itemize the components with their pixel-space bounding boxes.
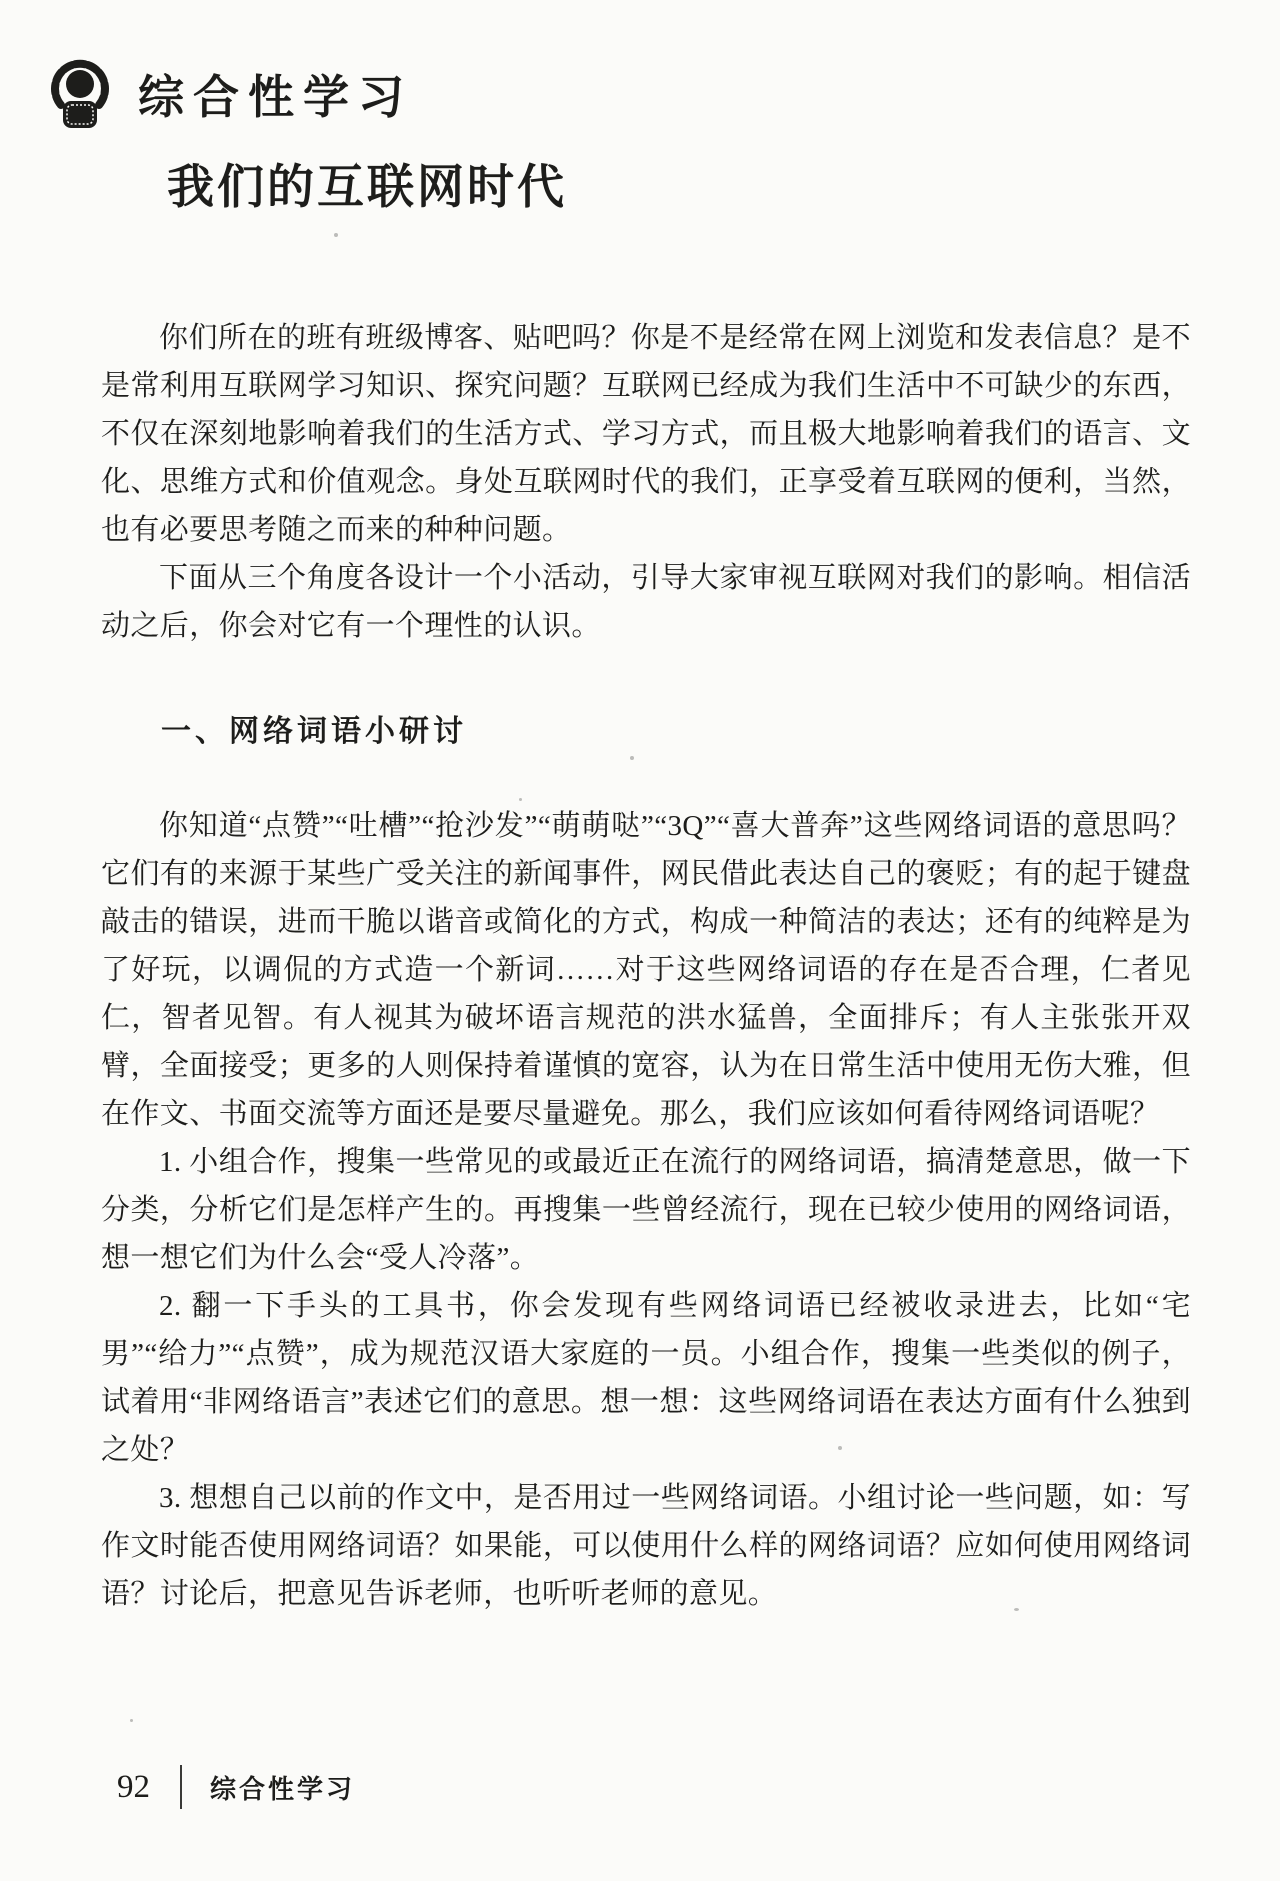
seal-icon [48,58,112,130]
page-footer [117,1763,355,1811]
page-body [101,314,1191,1618]
page-number: 92 [117,1769,150,1805]
footer-section-label: 综合性学习 [210,1774,356,1804]
scan-speck [130,1719,133,1722]
page-title: 我们的互联网时代 [167,162,567,214]
footer-divider [180,1765,182,1809]
scan-speck [519,798,522,801]
activity-item-1: 1. 小组合作，搜集一些常见的或最近正在流行的网络词语，搞清楚意思，做一下分类，分析它们是怎样产生的。再搜集一些曾经流行，现在已较少使用的网络词语，想一想它们为什么会“受人冷落”。 [101,1146,1191,1274]
scan-speck [334,233,338,237]
activity-intro-paragraph: 你知道“点赞”“吐槽”“抢沙发”“萌萌哒”“3Q”“喜大普奔”这些网络词语的意思吗？它们有的来源于某些广受关注的新闻事件，网民借此表达自己的褒贬；有的起于键盘敲击的错误，进而干脆以谐音或简化的方式，构成一种简洁的表达；还有的纯粹是为了好玩，以调侃的方式造一个新词……对于这些网络词语的存在是否合理，仁者见仁，智者见智。有人视其为破坏语言规范的洪水猛兽，全面排斥；有人主张张开双臂，全面接受；更多的人则保持着谨慎的宽容，认为在日常生活中使用无伤大雅，但在作文、书面交流等方面还是要尽量避免。那么，我们应该如何看待网络词语呢？ [101,810,1191,1130]
scan-speck [838,1446,842,1450]
activity-item-2: 2. 翻一下手头的工具书，你会发现有些网络词语已经被收录进去，比如“宅男”“给力”“点赞”，成为规范汉语大家庭的一员。小组合作，搜集一些类似的例子，试着用“非网络语言”表述它们的意思。想一想：这些网络词语在表达方面有什么独到之处？ [101,1290,1191,1466]
scan-speck [630,756,634,760]
scan-speck [908,571,912,574]
section-label: 综合性学习 [138,72,413,123]
intro-paragraph-2: 下面从三个角度各设计一个小活动，引导大家审视互联网对我们的影响。相信活动之后，你会对它有一个理性的认识。 [101,562,1191,642]
activity-heading: 一、网络词语小研讨 [161,715,467,748]
intro-paragraph-1: 你们所在的班有班级博客、贴吧吗？你是不是经常在网上浏览和发表信息？是不是常利用互联网学习知识、探究问题？互联网已经成为我们生活中不可缺少的东西，不仅在深刻地影响着我们的生活方式、学习方式，而且极大地影响着我们的语言、文化、思维方式和价值观念。身处互联网时代的我们，正享受着互联网的便利，当然，也有必要思考随之而来的种种问题。 [101,322,1191,546]
section-header [48,58,413,130]
activity-item-3: 3. 想想自己以前的作文中，是否用过一些网络词语。小组讨论一些问题，如：写作文时能否使用网络词语？如果能，可以使用什么样的网络词语？应如何使用网络词语？讨论后，把意见告诉老师，也听听老师的意见。 [101,1482,1191,1610]
scan-speck [1014,1608,1019,1611]
